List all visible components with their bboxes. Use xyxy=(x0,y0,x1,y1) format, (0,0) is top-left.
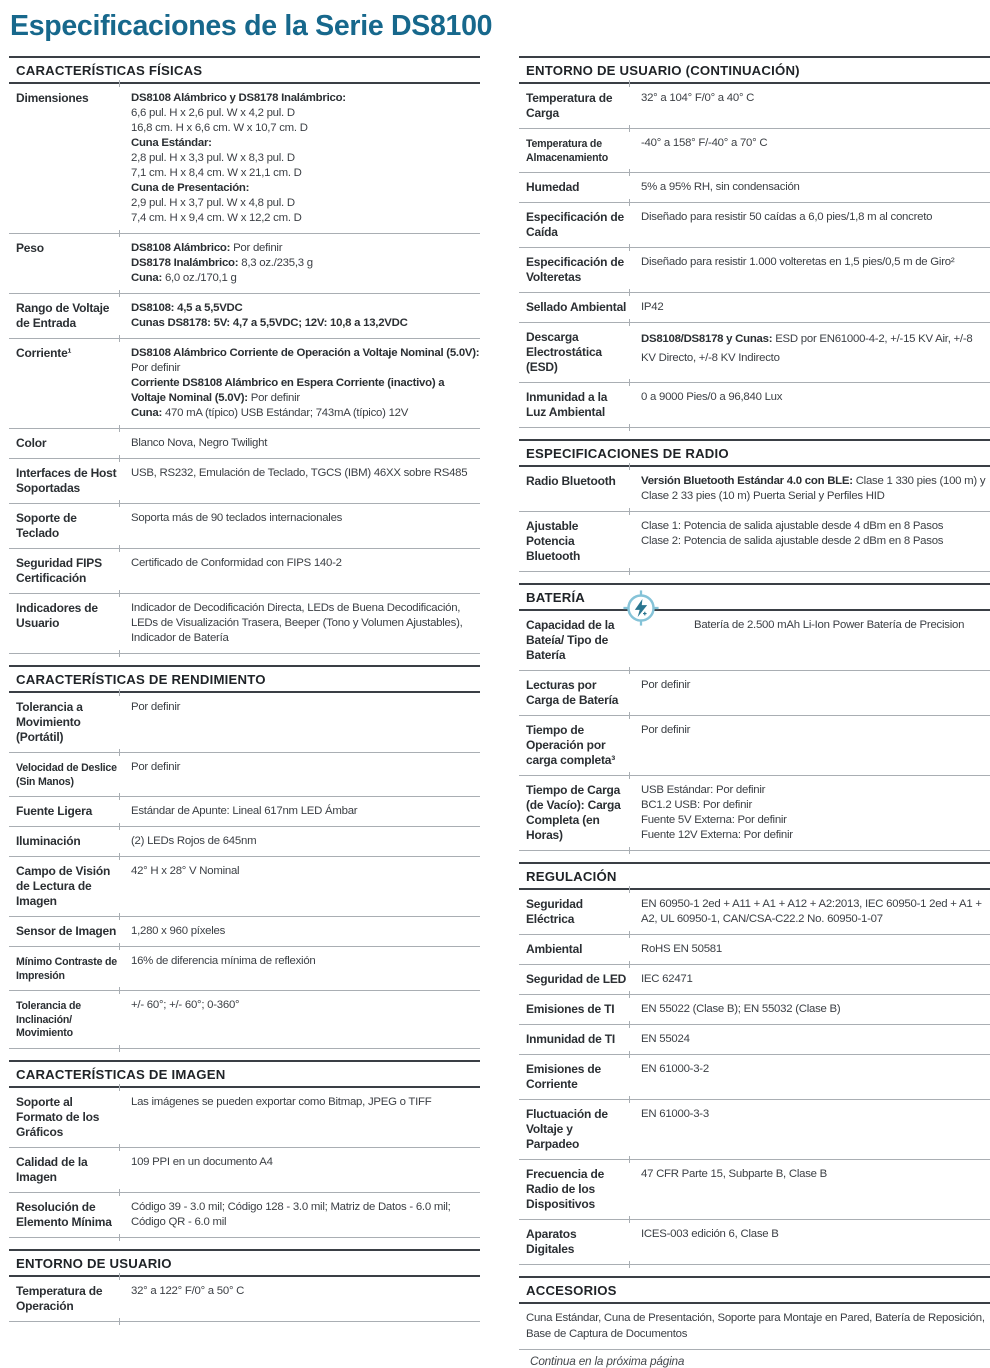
value-line xyxy=(641,1227,990,1242)
value-line xyxy=(131,106,480,121)
spec-value xyxy=(122,864,480,909)
value-text-bold: DS8108: xyxy=(131,302,178,314)
spec-row-sensor-de-imagen xyxy=(9,917,480,947)
spec-label: Soporte al Formato de los Gráficos xyxy=(16,1094,100,1139)
value-text-bold: DS8108 Alámbrico y DS8178 Inalámbrico: xyxy=(131,92,346,104)
value-line xyxy=(131,1200,480,1230)
value-line xyxy=(641,723,990,738)
value-line xyxy=(131,511,480,526)
spec-label: Descarga Electrostática (ESD) xyxy=(526,330,602,374)
value-text: EN 61000-3-2 xyxy=(641,1063,709,1075)
value-text: RoHS EN 50581 xyxy=(641,943,722,955)
value-text-bold: Corriente DS8108 Alámbrico en Espera Corriente (inactivo) a Voltaje Nominal (5.0V): xyxy=(131,377,445,404)
value-text: 16% de diferencia mínima de reflexión xyxy=(131,955,316,967)
spec-label: Tiempo de Operación por carga completa³ xyxy=(526,723,616,767)
spec-value xyxy=(122,954,480,983)
value-text-bold: Cuna de Presentación: xyxy=(131,182,250,194)
section-accesorios xyxy=(519,1276,990,1368)
value-text: 470 mA (típico) USB Estándar; 743mA (típico) 12V xyxy=(164,407,409,419)
value-text-bold: Cunas DS8178: xyxy=(131,317,214,329)
spec-value xyxy=(122,700,480,745)
spec-value xyxy=(632,723,990,768)
value-text: 8,3 oz./235,3 g xyxy=(241,257,313,269)
value-line xyxy=(641,1062,990,1077)
value-line xyxy=(131,700,480,715)
spec-label: Dimensiones xyxy=(16,91,89,105)
page-title: Especificaciones de la Serie DS8100 xyxy=(10,10,493,42)
spec-row-indicadores-de-usuario xyxy=(9,594,480,654)
spec-label: Capacidad de la Bateía/ Tipo de Batería xyxy=(526,618,615,662)
spec-row-iluminacion xyxy=(9,827,480,857)
spec-value xyxy=(122,556,480,586)
spec-label: Color xyxy=(16,436,47,450)
spec-value xyxy=(632,942,990,957)
spec-row-dimensiones xyxy=(9,84,480,234)
value-text-bold: Versión Bluetooth Estándar 4.0 con BLE: xyxy=(641,475,856,487)
spec-value xyxy=(632,1032,990,1047)
spec-row-especificacion-de-caida xyxy=(519,203,990,248)
spec-label: Resolución de Elemento Mínima xyxy=(16,1199,112,1229)
value-line xyxy=(131,924,480,939)
value-text: BC1.2 USB: Por definir xyxy=(641,799,752,811)
spec-row-rango-de-voltaje-de-entrada xyxy=(9,294,480,339)
spec-row-lecturas-por-carga-de-bateria xyxy=(519,671,990,716)
spec-row-fuente-ligera xyxy=(9,797,480,827)
spec-row-corriente xyxy=(9,339,480,429)
spec-row-soporte-al-formato-de-los-graficos xyxy=(9,1088,480,1148)
spec-label: Inmunidad a la Luz Ambiental xyxy=(526,390,608,419)
value-line xyxy=(641,972,990,987)
value-line xyxy=(641,91,990,106)
spec-value xyxy=(122,1095,480,1140)
spec-value xyxy=(122,1284,480,1314)
value-text: ESD por EN61000-4-2, +/-15 KV Air, +/-8 KV Directo, +/-8 KV Indirecto xyxy=(641,333,973,364)
spec-label: Radio Bluetooth xyxy=(526,474,616,488)
value-text: Soporta más de 90 teclados internacionales xyxy=(131,512,343,524)
value-text: IP42 xyxy=(641,301,664,313)
spec-row-especificacion-de-volteretas xyxy=(519,248,990,293)
value-line xyxy=(131,436,480,451)
spec-label: Tolerancia a Movimiento (Portátil) xyxy=(16,700,83,744)
section-bateria xyxy=(519,583,990,851)
value-text: Por definir xyxy=(641,679,691,691)
value-line xyxy=(641,330,990,368)
value-line xyxy=(131,1284,480,1299)
power-precision-battery-icon xyxy=(622,589,660,627)
value-line xyxy=(641,210,990,225)
right-column xyxy=(519,56,990,1368)
value-text: Por definir xyxy=(131,701,181,713)
value-line xyxy=(694,618,990,633)
spec-value xyxy=(632,1227,990,1257)
spec-value xyxy=(632,180,990,195)
value-text: Por definir xyxy=(641,724,691,736)
section-caracteristicas-de-rendimiento xyxy=(9,665,480,1049)
spec-row-fluctuacion-de-voltaje-y-parpadeo xyxy=(519,1100,990,1160)
value-text: 2,9 pul. H x 3,7 pul. W x 4,8 pul. D xyxy=(131,197,295,209)
spec-value xyxy=(632,678,990,708)
value-text-bold: DS8108/DS8178 y Cunas: xyxy=(641,333,776,345)
spec-label: Fuente Ligera xyxy=(16,804,93,818)
value-text: -40° a 158° F/-40° a 70° C xyxy=(641,137,768,149)
value-text: Diseñado para resistir 50 caídas a 6,0 pies/1,8 m al concreto xyxy=(641,211,933,223)
value-line xyxy=(641,474,990,504)
spec-value xyxy=(632,210,990,240)
value-text: USB, RS232, Emulación de Teclado, TGCS (IBM) 46XX sobre RS485 xyxy=(131,467,468,479)
value-text: Cuna Estándar, Cuna de Presentación, Soporte para Montaje en Pared, Batería de Reposición, Base de Captura de Documentos xyxy=(526,1312,985,1340)
spec-label: Inmunidad de TI xyxy=(526,1032,615,1046)
value-line xyxy=(641,136,990,151)
spec-label: Emisiones de TI xyxy=(526,1002,615,1016)
spec-row-campo-de-vision-de-lectura-de-imagen xyxy=(9,857,480,917)
value-line xyxy=(131,271,480,286)
value-text: +/- 60°; +/- 60°; 0-360° xyxy=(131,999,240,1011)
spec-value xyxy=(632,1062,990,1092)
spec-value xyxy=(122,511,480,541)
spec-label: Especificación de Caída xyxy=(526,210,624,239)
spec-label: Ajustable Potencia Bluetooth xyxy=(526,519,581,563)
spec-label: Rango de Voltaje de Entrada xyxy=(16,301,110,330)
spec-value xyxy=(632,618,990,663)
value-text-bold: DS8178 Inalámbrico: xyxy=(131,257,242,269)
spec-value xyxy=(122,436,480,451)
section-header-bateria: BATERÍA xyxy=(519,583,990,611)
value-line xyxy=(641,678,990,693)
value-text: 6,6 pul. H x 2,6 pul. W x 4,2 pul. D xyxy=(131,107,295,119)
spec-row-color xyxy=(9,429,480,459)
spec-label: Especificación de Volteretas xyxy=(526,255,624,284)
spec-label: Peso xyxy=(16,241,44,255)
spec-value xyxy=(122,241,480,286)
spec-label: Sellado Ambiental xyxy=(526,300,627,314)
spec-label: Seguridad Eléctrica xyxy=(526,897,583,926)
value-line xyxy=(641,828,990,843)
value-text: Certificado de Conformidad con FIPS 140-2 xyxy=(131,557,342,569)
value-text: Continua en la próxima página xyxy=(530,1354,685,1368)
spec-row-temperatura-de-operacion xyxy=(9,1277,480,1322)
section-entorno-de-usuario xyxy=(9,1249,480,1322)
spec-row-resolucion-de-elemento-minima xyxy=(9,1193,480,1238)
value-text: Batería de 2.500 mAh Li-Ion Power Batería de Precision xyxy=(694,619,965,631)
spec-value xyxy=(632,330,990,375)
value-line xyxy=(131,998,480,1013)
spec-label: Aparatos Digitales xyxy=(526,1227,577,1256)
value-line xyxy=(131,834,480,849)
section-header-entorno-de-usuario: ENTORNO DE USUARIO xyxy=(9,1249,480,1277)
spec-label: Ambiental xyxy=(526,942,583,956)
value-line xyxy=(131,346,480,376)
spec-row-capacidad-de-la-bateia-tipo-de-bateria xyxy=(519,611,990,671)
value-line xyxy=(131,121,480,136)
spec-value xyxy=(632,519,990,564)
section-header-especificaciones-de-radio: ESPECIFICACIONES DE RADIO xyxy=(519,439,990,467)
value-line xyxy=(131,760,480,775)
value-line xyxy=(131,1095,480,1110)
value-text: 5% a 95% RH, sin condensación xyxy=(641,181,800,193)
value-text-bold: DS8108 Alámbrico Corriente de Operación a Voltaje Nominal (5.0V): xyxy=(131,347,480,359)
value-line xyxy=(131,406,480,421)
spec-value xyxy=(632,91,990,121)
value-text: Clase 1: Potencia de salida ajustable desde 4 dBm en 8 Pasos xyxy=(641,520,944,532)
value-line xyxy=(131,91,480,106)
spec-row-descarga-electrostatica-esd xyxy=(519,323,990,383)
value-line xyxy=(131,1155,480,1170)
value-line xyxy=(131,136,480,151)
section-caracteristicas-fisicas xyxy=(9,56,480,654)
spec-label: Temperatura de Almacenamiento xyxy=(526,138,608,164)
spec-value xyxy=(632,390,990,420)
spec-value xyxy=(632,783,990,843)
value-line xyxy=(131,316,480,331)
spec-label: Seguridad de LED xyxy=(526,972,627,986)
spec-row-temperatura-de-carga xyxy=(519,84,990,129)
section-header-entorno-de-usuario-continuacion: ENTORNO DE USUARIO (CONTINUACIÓN) xyxy=(519,56,990,84)
value-text: Por definir xyxy=(131,761,181,773)
spec-label: Temperatura de Carga xyxy=(526,91,613,120)
spec-label: Emisiones de Corriente xyxy=(526,1062,601,1091)
spec-row-frecuencia-de-radio-de-los-dispositivos xyxy=(519,1160,990,1220)
spec-row-peso xyxy=(9,234,480,294)
value-line xyxy=(641,1002,990,1017)
value-text: Clase 1 330 pies (100 m) y Clase 2 33 pies (10 m) Puerta Serial y Perfiles HID xyxy=(641,475,986,502)
value-line xyxy=(641,1107,990,1122)
value-text: EN 55024 xyxy=(641,1033,690,1045)
spec-row-seguridad-electrica xyxy=(519,890,990,935)
value-line xyxy=(131,151,480,166)
spec-label: Tiempo de Carga (de Vacío): Carga Completa (en Horas) xyxy=(526,783,621,842)
value-line xyxy=(131,181,480,196)
value-line xyxy=(131,211,480,226)
value-text: Por definir xyxy=(233,242,283,254)
left-column xyxy=(9,56,480,1322)
value-text: EN 61000-3-3 xyxy=(641,1108,709,1120)
value-line xyxy=(131,864,480,879)
value-text-bold: DS8108 Alámbrico: xyxy=(131,242,234,254)
value-line xyxy=(641,942,990,957)
value-text: 42° H x 28° V Nominal xyxy=(131,865,240,877)
spec-value xyxy=(122,1155,480,1185)
value-text: Estándar de Apunte: Lineal 617nm LED Ámbar xyxy=(131,805,358,817)
spec-row-tolerancia-a-movimiento-portatil xyxy=(9,693,480,753)
spec-value xyxy=(632,300,990,315)
spec-label: Iluminación xyxy=(16,834,81,848)
value-line xyxy=(641,300,990,315)
value-line xyxy=(131,556,480,571)
value-text: 47 CFR Parte 15, Subparte B, Clase B xyxy=(641,1168,828,1180)
section-caracteristicas-de-imagen xyxy=(9,1060,480,1238)
value-line xyxy=(131,466,480,481)
value-text: 16,8 cm. H x 6,6 cm. W x 10,7 cm. D xyxy=(131,122,308,134)
value-text: 6,0 oz./170,1 g xyxy=(164,272,237,284)
spec-value xyxy=(122,760,480,789)
value-line xyxy=(641,180,990,195)
value-line xyxy=(131,376,480,406)
spec-row-soporte-de-teclado xyxy=(9,504,480,549)
value-text: Por definir xyxy=(131,362,181,374)
spec-label: Indicadores de Usuario xyxy=(16,601,98,630)
value-line xyxy=(641,1167,990,1182)
spec-row-tiempo-de-operacion-por-carga-completa xyxy=(519,716,990,776)
value-text: ICES-003 edición 6, Clase B xyxy=(641,1228,779,1240)
spec-label: Temperatura de Operación xyxy=(16,1283,103,1313)
spec-row-ambiental xyxy=(519,935,990,965)
value-text: USB Estándar: Por definir xyxy=(641,784,766,796)
value-text: Por definir xyxy=(250,392,300,404)
spec-row-sellado-ambiental xyxy=(519,293,990,323)
value-text-bold: Cuna Estándar: xyxy=(131,137,212,149)
value-text-bold: 5V: 4,7 a 5,5VDC; 12V: 10,8 a 13,2VDC xyxy=(213,317,408,329)
spec-label: Fluctuación de Voltaje y Parpadeo xyxy=(526,1107,608,1151)
spec-row-inmunidad-de-ti xyxy=(519,1025,990,1055)
section-header-caracteristicas-fisicas: CARACTERÍSTICAS FÍSICAS xyxy=(9,56,480,84)
value-line xyxy=(131,601,480,646)
spec-label: Frecuencia de Radio de los Dispositivos xyxy=(526,1167,605,1211)
value-text: EN 55022 (Clase B); EN 55032 (Clase B) xyxy=(641,1003,841,1015)
value-line xyxy=(641,798,990,813)
spec-label: Humedad xyxy=(526,180,580,194)
value-text: IEC 62471 xyxy=(641,973,693,985)
spec-row-radio-bluetooth xyxy=(519,467,990,512)
spec-value xyxy=(122,1200,480,1230)
value-text: 32° a 104° F/0° a 40° C xyxy=(641,92,755,104)
spec-value xyxy=(632,897,990,927)
value-line xyxy=(641,519,990,534)
value-text: 7,4 cm. H x 9,4 cm. W x 12,2 cm. D xyxy=(131,212,302,224)
spec-row-ajustable-potencia-bluetooth xyxy=(519,512,990,572)
spec-label: Seguridad FIPS Certificación xyxy=(16,556,102,585)
value-text: Blanco Nova, Negro Twilight xyxy=(131,437,268,449)
accessories-text-row xyxy=(519,1304,990,1350)
value-line xyxy=(131,804,480,819)
spec-row-velocidad-de-deslice-sin-manos xyxy=(9,753,480,797)
section-entorno-de-usuario-continuacion xyxy=(519,56,990,428)
spec-label: Sensor de Imagen xyxy=(16,924,117,938)
section-header-regulacion: REGULACIÓN xyxy=(519,862,990,890)
value-line xyxy=(641,897,990,927)
spec-value xyxy=(122,834,480,849)
spec-row-seguridad-fips-certificacion xyxy=(9,549,480,594)
spec-value xyxy=(122,466,480,496)
value-text: 109 PPI en un documento A4 xyxy=(131,1155,273,1168)
value-text: Fuente 5V Externa: Por definir xyxy=(641,814,787,826)
value-line xyxy=(131,256,480,271)
section-header-caracteristicas-de-imagen: CARACTERÍSTICAS DE IMAGEN xyxy=(9,1060,480,1088)
value-line xyxy=(526,1311,986,1342)
spec-value xyxy=(122,91,480,226)
value-line xyxy=(131,241,480,256)
value-text: Clase 2: Potencia de salida ajustable desde 2 dBm en 8 Pasos xyxy=(641,535,944,547)
spec-label: Campo de Visión de Lectura de Imagen xyxy=(16,864,111,908)
value-line xyxy=(131,301,480,316)
section-header-accesorios: ACCESORIOS xyxy=(519,1276,990,1304)
value-text: 0 a 9000 Pies/0 a 96,840 Lux xyxy=(641,391,783,403)
value-text: 2,8 pul. H x 3,3 pul. W x 8,3 pul. D xyxy=(131,152,295,164)
spec-value xyxy=(122,998,480,1041)
spec-label: Velocidad de Deslice (Sin Manos) xyxy=(16,762,117,788)
section-regulacion xyxy=(519,862,990,1265)
spec-row-humedad xyxy=(519,173,990,203)
spec-label: Soporte de Teclado xyxy=(16,511,77,540)
value-text: (2) LEDs Rojos de 645nm xyxy=(131,835,257,847)
value-line xyxy=(641,390,990,405)
spec-value xyxy=(632,136,990,165)
value-line xyxy=(641,783,990,798)
spec-value xyxy=(632,474,990,504)
value-text-bold: Cuna: xyxy=(131,407,165,419)
spec-value xyxy=(632,1167,990,1212)
spec-row-minimo-contraste-de-impresion xyxy=(9,947,480,991)
value-text-bold: Cuna: xyxy=(131,272,165,284)
spec-row-emisiones-de-ti xyxy=(519,995,990,1025)
spec-value xyxy=(632,255,990,285)
spec-row-tolerancia-de-inclinacion-movimiento xyxy=(9,991,480,1049)
spec-row-calidad-de-la-imagen xyxy=(9,1148,480,1193)
section-especificaciones-de-radio xyxy=(519,439,990,572)
spec-label: Tolerancia de Inclinación/ Movimiento xyxy=(16,1000,81,1039)
spec-label: Calidad de la Imagen xyxy=(16,1154,88,1184)
spec-row-emisiones-de-corriente xyxy=(519,1055,990,1100)
spec-value xyxy=(632,972,990,987)
value-line xyxy=(641,255,990,270)
value-text: Código 39 - 3.0 mil; Código 128 - 3.0 mil; Matriz de Datos - 6.0 mil; Código QR - 6.0 mil xyxy=(131,1200,451,1228)
spec-row-interfaces-de-host-soportadas xyxy=(9,459,480,504)
value-text: Las imágenes se pueden exportar como Bitmap, JPEG o TIFF xyxy=(131,1095,432,1108)
value-text-bold: 4,5 a 5,5VDC xyxy=(177,302,243,314)
value-text: Fuente 12V Externa: Por definir xyxy=(641,829,793,841)
spec-value xyxy=(122,301,480,331)
spec-row-aparatos-digitales xyxy=(519,1220,990,1265)
section-header-caracteristicas-de-rendimiento: CARACTERÍSTICAS DE RENDIMIENTO xyxy=(9,665,480,693)
value-text: Indicador de Decodificación Directa, LEDs de Buena Decodificación, LEDs de Visualización Trasera, Beeper (Tono y Volumen Ajustables), Indicador de Batería xyxy=(131,602,463,644)
value-line xyxy=(131,166,480,181)
spec-row-tiempo-de-carga-de-vacio-carga-completa-en-horas xyxy=(519,776,990,851)
value-text: 32° a 122° F/0° a 50° C xyxy=(131,1284,245,1297)
spec-label: Mínimo Contraste de Impresión xyxy=(16,956,117,982)
spec-row-temperatura-de-almacenamiento xyxy=(519,129,990,173)
value-text: 1,280 x 960 píxeles xyxy=(131,925,226,937)
spec-label: Corriente¹ xyxy=(16,346,72,360)
spec-label: Lecturas por Carga de Batería xyxy=(526,678,619,707)
spec-value xyxy=(122,804,480,819)
value-line xyxy=(641,813,990,828)
value-text: 7,1 cm. H x 8,4 cm. W x 21,1 cm. D xyxy=(131,167,302,179)
spec-value xyxy=(122,924,480,939)
spec-label: Interfaces de Host Soportadas xyxy=(16,466,117,495)
value-line xyxy=(641,534,990,549)
continued-note xyxy=(519,1350,990,1368)
value-text: EN 60950-1 2ed + A11 + A1 + A12 + A2:2013, IEC 60950-1 2ed + A1 + A2, UL 60950-1, CAN/CSA-C22.2 No. 60950-1-07 xyxy=(641,898,982,925)
columns-container xyxy=(9,56,986,1368)
value-line xyxy=(641,1032,990,1047)
value-text: Diseñado para resistir 1.000 volteretas en 1,5 pies/0,5 m de Giro² xyxy=(641,256,955,268)
value-line xyxy=(131,196,480,211)
spec-row-inmunidad-a-la-luz-ambiental xyxy=(519,383,990,428)
spec-value xyxy=(122,346,480,421)
value-line xyxy=(131,954,480,969)
spec-value xyxy=(632,1107,990,1152)
spec-row-seguridad-de-led xyxy=(519,965,990,995)
spec-value xyxy=(122,601,480,646)
spec-value xyxy=(632,1002,990,1017)
